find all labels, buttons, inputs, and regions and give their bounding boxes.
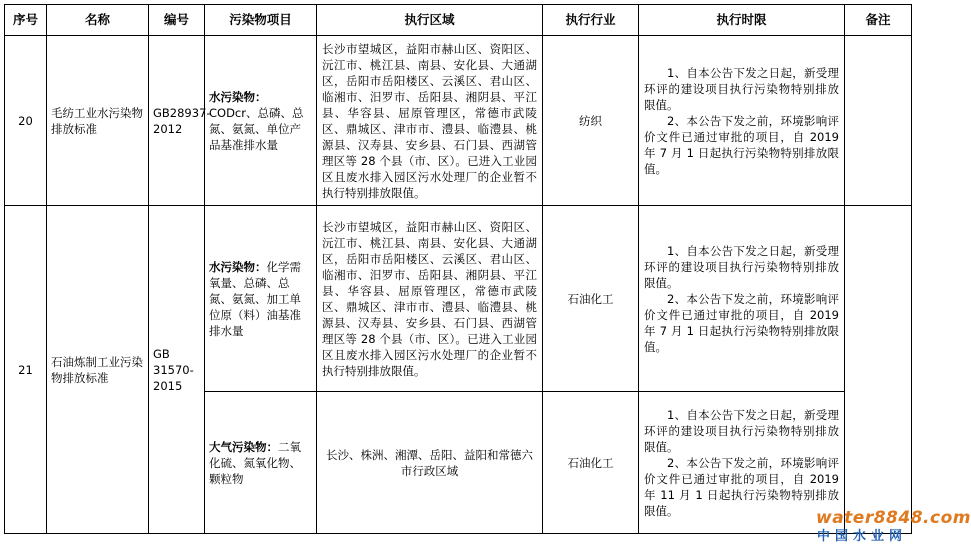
industry-cell: 石油化工 — [543, 206, 639, 392]
header-row — [5, 5, 912, 36]
standards-table — [4, 4, 971, 534]
industry-cell: 石油化工 — [543, 392, 639, 534]
header-time: 执行时限 — [639, 5, 845, 36]
pollutant-cell — [205, 206, 317, 392]
header-name: 名称 — [47, 5, 149, 36]
pollutant-type: 大气污染物： — [209, 439, 278, 454]
time-cell — [639, 392, 845, 534]
region-cell: 长沙市望城区，益阳市赫山区、资阳区、沅江市、桃江县、南县、安化县、大通湖区，岳阳市岳阳楼区、云溪区、君山区、临湘市、汨罗市、岳阳县、湘阴县、平江县、华容县、屈原管理区，常德市武陵区、鼎城区、津市市、澧县、临澧县、桃源县、汉寿县、安乡县、石门县、西湖管理区等 28 个县（市、区）。已进入工业园区且废水排入园区污水处理厂的企业暂不执行特别排放限值。 — [317, 36, 543, 206]
watermark-domain: water8848.com — [816, 508, 971, 528]
header-industry: 执行行业 — [543, 5, 639, 36]
watermark-logo — [816, 508, 971, 544]
time-cell — [639, 36, 845, 206]
header-region: 执行区域 — [317, 5, 543, 36]
time-clause-2: 2、本公告下发之前，环境影响评价文件已通过审批的项目，自 2019 年 7 月 1 日起执行污染物特别排放限值。 — [644, 113, 839, 176]
standard-code: GB 31570-2015 — [149, 206, 205, 534]
note-cell — [845, 36, 912, 206]
standard-name: 石油炼制工业污染物排放标准 — [47, 206, 149, 534]
watermark-site-name: 中国水业网 — [816, 529, 907, 544]
pollutant-items: CODcr、总磷、总氮、氨氮、单位产品基准排水量 — [209, 105, 304, 152]
header-no: 序号 — [5, 5, 47, 36]
industry-cell: 纺织 — [543, 36, 639, 206]
pollutant-items: 二氧化硫、氮氧化物、颗粒物 — [209, 439, 301, 486]
time-clause-2: 2、本公告下发之前，环境影响评价文件已通过审批的项目，自 2019 年 11 月 1 日起执行污染物特别排放限值。 — [644, 455, 839, 518]
pollutant-type: 水污染物： — [209, 259, 267, 274]
standard-name: 毛纺工业水污染物排放标准 — [47, 36, 149, 206]
standard-code: GB28937-2012 — [149, 36, 205, 206]
note-cell — [845, 206, 912, 534]
header-code: 编号 — [149, 5, 205, 36]
pollutant-cell — [205, 36, 317, 206]
row-number: 21 — [5, 206, 47, 534]
time-clause-1: 1、自本公告下发之日起，新受理环评的建设项目执行污染物特别排放限值。 — [644, 65, 839, 112]
row-number: 20 — [5, 36, 47, 206]
pollutant-cell — [205, 392, 317, 534]
time-cell — [639, 206, 845, 392]
header-pollutant: 污染物项目 — [205, 5, 317, 36]
table-row — [5, 36, 912, 206]
time-clause-1: 1、自本公告下发之日起，新受理环评的建设项目执行污染物特别排放限值。 — [644, 407, 839, 454]
pollutant-type: 水污染物： — [209, 89, 267, 104]
table-row — [5, 206, 912, 392]
time-clause-1: 1、自本公告下发之日起，新受理环评的建设项目执行污染物特别排放限值。 — [644, 243, 839, 290]
header-note: 备注 — [845, 5, 912, 36]
region-cell: 长沙、株洲、湘潭、岳阳、益阳和常德六市行政区域 — [317, 392, 543, 534]
region-cell: 长沙市望城区，益阳市赫山区、资阳区、沅江市、桃江县、南县、安化县、大通湖区，岳阳市岳阳楼区、云溪区、君山区、临湘市、汨罗市、岳阳县、湘阴县、平江县、华容县、屈原管理区，常德市武陵区、鼎城区、津市市、澧县、临澧县、桃源县、汉寿县、安乡县、石门县、西湖管理区等 28 个县（市、区）。已进入工业园区且废水排入园区污水处理厂的企业暂不执行特别排放限值。 — [317, 206, 543, 392]
pollutant-items: 化学需氧量、总磷、总氮、氨氮、加工单位原（料）油基准排水量 — [209, 259, 301, 338]
time-clause-2: 2、本公告下发之前，环境影响评价文件已通过审批的项目，自 2019 年 7 月 1 日起执行污染物特别排放限值。 — [644, 291, 839, 354]
